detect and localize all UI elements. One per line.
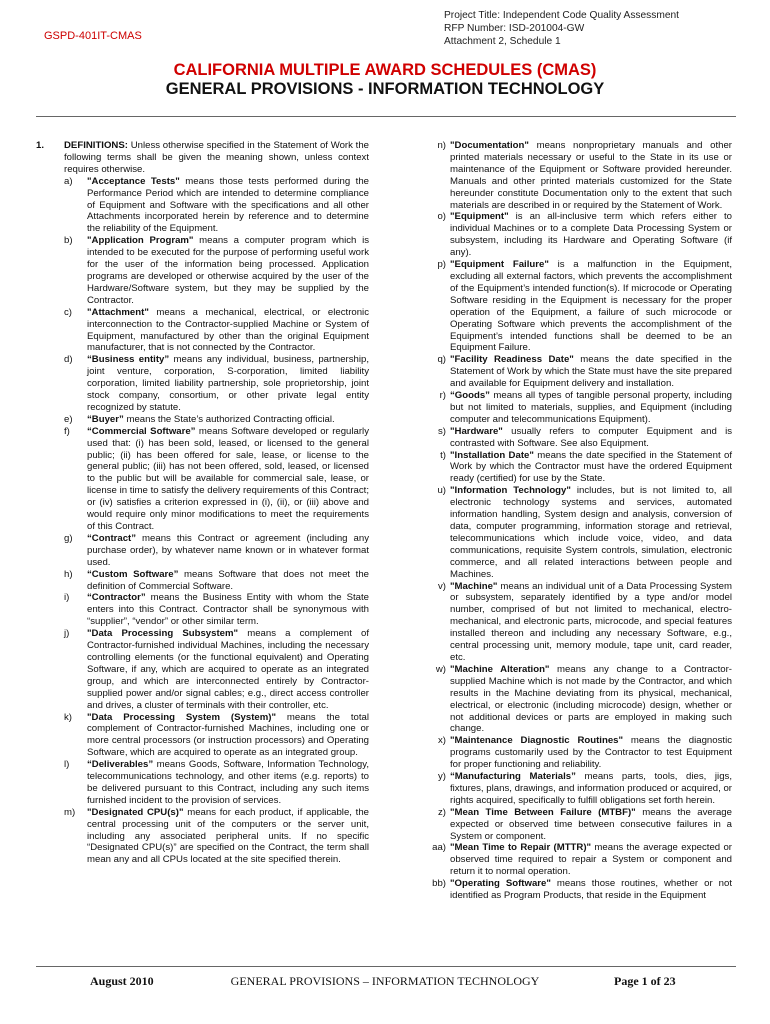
item-letter: i)	[64, 592, 70, 604]
definition-text: means for each product, if applicable, the central processing unit of the computers or the server unit, including any associated peripheral units. If no specific “Designated CPU(s)” are specified on the Contract, the term shall mean any and all CPUs located at the site specified therein.	[87, 806, 369, 866]
definition-text: means the date specified in the Statement of Work by which the State must have the site prepared and available for Equipment delivery and installation.	[450, 354, 732, 390]
definition-item	[64, 807, 369, 867]
definition-text: means the average expected or observed time required to repair a System or component and return it to normal operation.	[450, 842, 732, 878]
definition-text: means Software that does not meet the definition of Commercial Software.	[87, 568, 369, 592]
item-letter: x)	[438, 735, 446, 747]
definition-text: means those tests performed during the Performance Period which are intended to determine compliance of Equipment and Software with the specifications and all other Attachments incorporated herein by reference and to determine the reliability of the Equipment.	[87, 175, 369, 235]
item-letter: u)	[437, 485, 446, 497]
document-code: GSPD-401IT-CMAS	[44, 30, 142, 42]
item-letter: z)	[438, 806, 446, 818]
footer-title: GENERAL PROVISIONS – INFORMATION TECHNOLOGY	[230, 974, 540, 988]
item-letter: t)	[440, 449, 446, 461]
definition-text: usually refers to computer Equipment and is contrasted with Software. See also Equipment.	[450, 425, 732, 449]
definition-text: means a complement of Contractor-furnished individual Machines, including the necessary controlling elements (or the functional equivalent) and Operating Software, if any, which are acquired to operate as an integrated group, and which are interconnected entirely by Contractor-supplied power and/or signal cables; e.g., direct access controller and drives, a cluster of terminals with their controller, etc.	[87, 628, 369, 711]
definition-text: means an individual unit of a Data Processing System or subsystem, separately identified by a type and/or model number, comprised of but not limited to mechanical, electro-mechanical, and electronic parts, microcode, and special features installed thereon and including any necessary Software, e.g., central processing unit, memory module, tape unit, card reader, etc.	[450, 580, 732, 663]
definition-item	[64, 533, 369, 569]
definition-item	[64, 414, 369, 426]
definition-item	[438, 806, 732, 843]
item-letter: k)	[64, 711, 72, 723]
item-letter: f)	[64, 425, 70, 437]
definition-text: means those routines, whether or not identified as Program Products, that reside in the Equipment	[450, 878, 732, 902]
definition-text: includes, but is not limited to, all electronic technology systems and services, automated information handling, System design and analysis, conversion of data, computer programming, information storage and retrieval, telecommunications which include voice, video, and data communications, requisite System controls, simulation, electronic commerce, and all related interactions between people and Machines.	[450, 485, 732, 580]
definition-text: means the State’s authorized Contracting official.	[123, 413, 335, 425]
definition-item	[439, 390, 732, 426]
definition-item	[64, 592, 369, 628]
item-letter: e)	[64, 413, 73, 425]
defined-term: “Commercial Software”	[87, 425, 196, 437]
defined-term: "Maintenance Diagnostic Routines"	[450, 735, 624, 747]
item-letter: w)	[435, 663, 446, 675]
left-column	[64, 140, 369, 866]
defined-term: "Machine"	[450, 580, 498, 592]
definition-text: means nonproprietary manuals and other printed materials necessary or useful to the State in its use or maintenance of the Equipment or Software provided hereunder. Manuals and other printed materials customized for the State hereunder constitute Documentation only to the extent that such materials are described in or required by the Statement of Work.	[450, 140, 732, 211]
item-letter: s)	[438, 425, 446, 437]
section-heading: DEFINITIONS:	[64, 140, 128, 151]
item-letter: b)	[64, 235, 73, 247]
definition-text: is a malfunction in the Equipment, excluding all external factors, which prevents the accomplishment of the Equipment’s intended function(s). If microcode or Operating Software residing in the Equipment is necessary for the proper operation of the Equipment, a failure of such microcode or Operating Software which prevents the accomplishment of the Equipment’s intended functions shall be deemed to be an Equipment Failure.	[450, 259, 732, 354]
defined-term: "Equipment"	[450, 211, 509, 223]
defined-term: “Manufacturing Materials”	[450, 771, 576, 783]
defined-term: “Contractor”	[87, 592, 146, 604]
definition-text: means the Business Entity with whom the State enters into this Contract. Contractor shall be synonymous with “supplier”, “vendor” or other similar term.	[87, 592, 369, 628]
definition-item	[438, 735, 732, 771]
definition-text: means parts, tools, dies, jigs, fixtures, plans, drawings, and information produced or acquired, or rights acquired, specifically to fulfill obligations set forth herein.	[450, 771, 732, 806]
section-intro	[64, 140, 369, 176]
definition-text: means the total complement of Contractor-furnished Machines, including one or more central processors (or instruction processors) and Operating Software, which are acquired to operate as an integrated group.	[87, 711, 369, 759]
defined-term: "Installation Date"	[450, 449, 534, 461]
item-letter: bb)	[432, 878, 446, 890]
definition-text: means the diagnostic programs customarily used by the Contractor to test Equipment for proper functioning and reliability.	[450, 735, 732, 771]
definition-item	[437, 485, 732, 580]
definition-text: means the date specified in the Statement of Work by which the Contractor must have the ordered Equipment ready (certified) for use by the State.	[450, 449, 733, 485]
header-divider	[36, 116, 736, 117]
defined-term: “Buyer”	[87, 413, 124, 425]
project-title: Project Title: Independent Code Quality Assessment	[444, 10, 680, 21]
definition-item	[440, 449, 733, 486]
definition-item	[64, 235, 369, 306]
section-intro-text: Unless otherwise specified in the Statement of Work the following terms shall be given the meaning shown, unless context requires otherwise.	[64, 140, 369, 175]
defined-term: "Facility Readiness Date"	[450, 354, 574, 366]
defined-term: “Goods”	[450, 390, 490, 402]
definition-item	[438, 425, 732, 450]
defined-term: "Data Processing System (System)"	[87, 711, 276, 723]
defined-term: "Acceptance Tests"	[87, 175, 180, 187]
page-title: CALIFORNIA MULTIPLE AWARD SCHEDULES (CMAS)	[173, 61, 597, 79]
defined-term: "Hardware"	[450, 425, 503, 437]
defined-term: "Data Processing Subsystem"	[87, 628, 239, 640]
definition-text: means all types of tangible personal property, including but not limited to materials, supplies, and Equipment (including computer and telecommunications Equipment).	[450, 390, 732, 425]
definition-item	[64, 426, 369, 533]
defined-term: "Designated CPU(s)"	[87, 806, 184, 818]
item-letter: m)	[64, 806, 76, 818]
defined-term: “Contract”	[87, 532, 137, 544]
defined-term: "Mean Time Between Failure (MTBF)"	[450, 806, 636, 818]
defined-term: "Operating Software"	[450, 878, 551, 890]
defined-term: “Custom Software”	[87, 568, 179, 580]
item-letter: g)	[64, 532, 73, 544]
item-letter: y)	[438, 771, 446, 783]
defined-term: “Business entity”	[87, 354, 170, 366]
footer-page-number: Page 1 of 23	[614, 974, 676, 988]
definition-item	[432, 878, 732, 902]
item-letter: aa)	[432, 842, 446, 854]
definition-text: means Software developed or regularly used that: (i) has been sold, leased, or licensed to the general public; (ii) has been offered for sale, lease, or license to the general public; (iii) has not been offered, sold, leased, or licensed to the public but will be available for commercial sale, lease, or license in time to satisfy the delivery requirements of this Contract; or (iv) satisfies a criterion expressed in (i), (ii), or (iii) above and would require only minor modifications to meet the requirements of this Contract.	[87, 425, 369, 532]
item-letter: o)	[437, 211, 446, 223]
item-letter: c)	[64, 306, 72, 318]
definition-item	[64, 176, 369, 236]
definition-text: means any change to a Contractor-supplied Machine which is not made by the Contractor, and which results in the Machine deviating from its physical, mechanical, electrical, or electronic (including microcode) design, whether or not additional devices or parts are employed in making such change.	[450, 663, 732, 735]
item-letter: v)	[438, 580, 446, 592]
definition-item	[437, 354, 732, 390]
definition-text: means any individual, business, partnership, joint venture, corporation, S-corporation, limited liability corporation, limited liability partnership, sole proprietorship, joint stock company, consortium, or other private legal entity recognized by statute.	[87, 354, 369, 413]
defined-term: "Equipment Failure"	[450, 259, 549, 271]
footer-date: August 2010	[90, 974, 154, 988]
item-letter: l)	[64, 759, 70, 771]
definition-item	[437, 259, 732, 354]
attachment-label: Attachment 2, Schedule 1	[444, 36, 561, 47]
definition-list-right	[432, 140, 733, 902]
rfp-number: RFP Number: ISD-201004-GW	[444, 23, 585, 34]
defined-term: "Attachment"	[87, 306, 149, 318]
definition-item	[432, 842, 732, 878]
defined-term: "Mean Time to Repair (MTTR)"	[450, 842, 592, 854]
item-letter: j)	[64, 628, 70, 640]
defined-term: "Machine Alteration"	[450, 663, 550, 675]
definition-text: means a mechanical, electrical, or electronic interconnection to the Contractor-supplied Machine or System of Equipment, manufactured by other than the original Equipment manufacturer, that is not connected by the Contractor.	[87, 306, 369, 354]
definition-item	[438, 580, 732, 664]
page-subtitle: GENERAL PROVISIONS - INFORMATION TECHNOLOGY	[165, 80, 605, 98]
item-letter: q)	[437, 354, 446, 366]
defined-term: “Deliverables”	[87, 759, 154, 771]
footer-divider	[36, 966, 736, 967]
definition-text: means this Contract or agreement (including any purchase order), by whatever name known or in whatever format used.	[87, 532, 369, 568]
defined-term: "Application Program"	[87, 235, 194, 247]
definition-item	[437, 140, 732, 211]
defined-term: "Documentation"	[450, 140, 529, 151]
item-letter: r)	[439, 390, 446, 402]
definition-item	[437, 211, 732, 259]
item-letter: h)	[64, 568, 73, 580]
definition-text: means Goods, Software, Information Technology, telecommunications technology, and other items (e.g. reports) to be delivered pursuant to this Contract, including any such items furnished incident to the provision of services.	[87, 759, 369, 806]
definition-item	[64, 569, 369, 593]
item-letter: p)	[437, 259, 446, 271]
right-column	[432, 140, 733, 902]
header-block	[444, 9, 679, 48]
section-number: 1.	[36, 140, 45, 151]
definition-item	[438, 771, 732, 807]
item-letter: d)	[64, 354, 73, 366]
definition-item	[64, 354, 369, 414]
defined-term: "Information Technology"	[450, 485, 571, 497]
definition-item	[64, 759, 369, 807]
definition-item	[64, 628, 369, 711]
definition-item	[435, 663, 732, 735]
item-letter: n)	[437, 140, 446, 151]
item-letter: a)	[64, 175, 73, 187]
definition-item	[64, 307, 369, 355]
definition-text: means a computer program which is intended to be executed for the purpose of performing useful work for the user of the information being processed. Application programs are developed or otherwise acquired by the user of the Hardware/Software system, but they may be supplied by the Contractor.	[87, 235, 369, 306]
definition-list-left	[64, 176, 369, 867]
definition-text: means the average expected or observed time between consecutive failures in a System or component.	[450, 806, 732, 842]
definition-text: is an all-inclusive term which refers either to individual Machines or to a complete Data Processing System or subsystem, including its Hardware and Operating Software (if any).	[450, 211, 732, 259]
definition-item	[64, 712, 369, 760]
